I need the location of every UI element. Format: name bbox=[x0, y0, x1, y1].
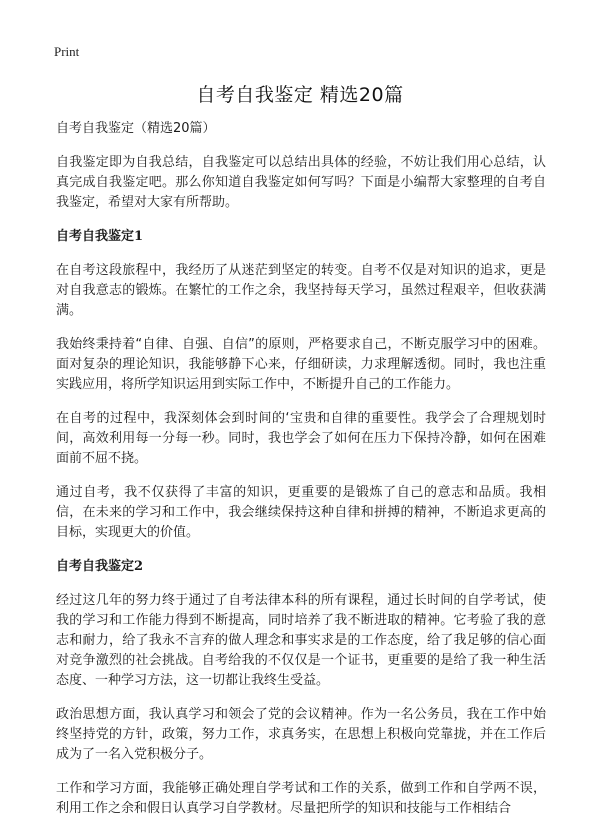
section-1 bbox=[56, 227, 546, 543]
section-paragraph: 经过这几年的努力终于通过了自考法律本科的所有课程，通过长时间的自学考试，使我的学习和工作能力得到不断提高，同时培养了我不断进取的精神。它考验了我的意志和耐力，给了我永不言弃的做人理念和事实求是的工作态度，给了我足够的信心面对竞争激烈的社会挑战。自考给我的不仅仅是一个证书，更重要的是给了我一种生活态度、一种学习方法，这一切都让我终生受益。 bbox=[56, 593, 546, 688]
document-subtitle: 自考自我鉴定（精选20篇） bbox=[56, 121, 216, 136]
section-heading: 自考自我鉴定2 bbox=[56, 559, 144, 574]
section-paragraph: 在自考这段旅程中，我经历了从迷茫到坚定的转变。自考不仅是对知识的追求，更是对自我意志的锻炼。在繁忙的工作之余，我坚持每天学习，虽然过程艰辛，但收获满满。 bbox=[56, 263, 546, 318]
intro-paragraph: 自我鉴定即为自我总结，自我鉴定可以总结出具体的经验，不妨让我们用心总结，认真完成自我鉴定吧。那么你知道自我鉴定如何写吗？下面是小编帮大家整理的自考自我鉴定，希望对大家有所帮助。 bbox=[56, 155, 546, 210]
print-link[interactable]: Print bbox=[54, 44, 80, 59]
section-2 bbox=[56, 557, 546, 819]
section-paragraph: 政治思想方面，我认真学习和领会了党的会议精神。作为一名公务员，我在工作中始终坚持党的方针，政策，努力工作，求真务实，在思想上积极向党靠拢，并在工作后成为了一名入党积极分子。 bbox=[56, 707, 546, 762]
section-paragraph: 通过自考，我不仅获得了丰富的知识，更重要的是锻炼了自己的意志和品质。我相信，在未来的学习和工作中，我会继续保持这种自律和拼搏的精神，不断追求更高的目标，实现更大的价值。 bbox=[56, 485, 546, 540]
section-paragraph: 在自考的过程中，我深刻体会到时间的‘宝贵和自律的重要性。我学会了合理规划时间，高效利用每一分每一秒。同时，我也学会了如何在压力下保持冷静，如何在困难面前不屈不挠。 bbox=[56, 411, 546, 466]
document-body bbox=[56, 119, 546, 828]
section-heading: 自考自我鉴定1 bbox=[56, 229, 144, 244]
document-title: 自考自我鉴定 精选20篇 bbox=[196, 84, 404, 106]
section-paragraph: 工作和学习方面，我能够正确处理自学考试和工作的关系，做到工作和自学两不误，利用工作之余和假日认真学习自学教材。尽量把所学的知识和技能与工作相结合 bbox=[56, 781, 546, 816]
section-paragraph: 我始终秉持着“自律、自强、自信”的原则，严格要求自己，不断克服学习中的困难。面对复杂的理论知识，我能够静下心来，仔细研读，力求理解透彻。同时，我也注重实践应用，将所学知识运用到实际工作中，不断提升自己的工作能力。 bbox=[56, 337, 546, 392]
